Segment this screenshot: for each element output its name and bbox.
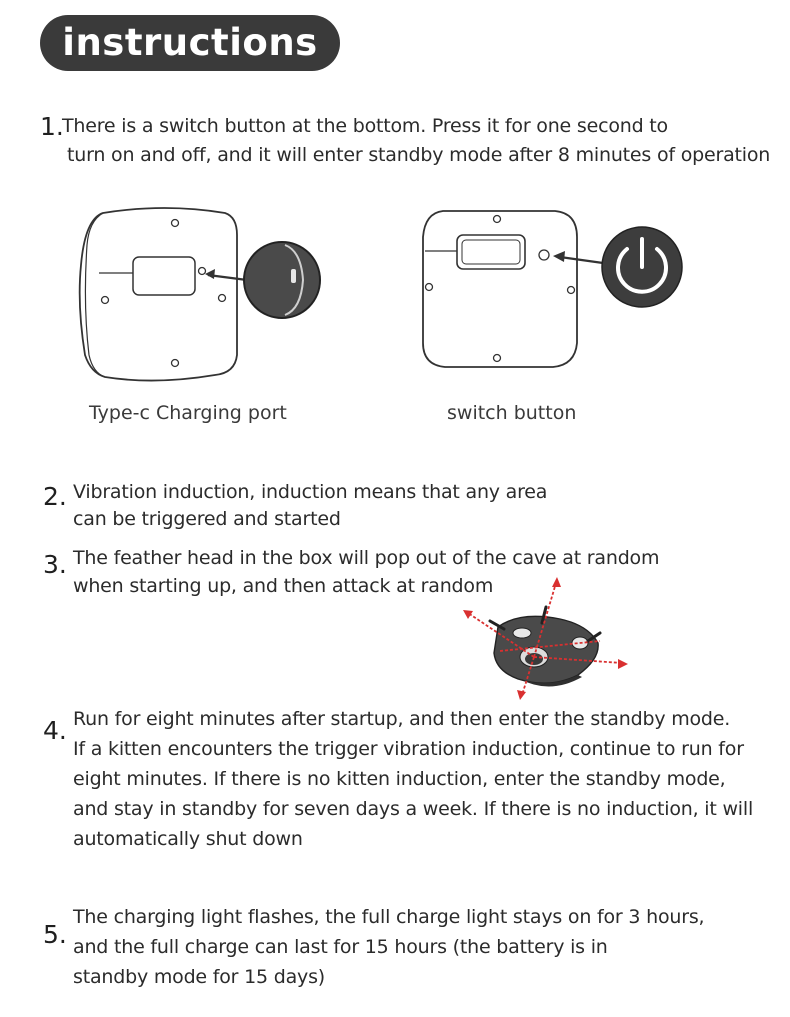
step-3-line-1: The feather head in the box will pop out of the cave at random [73, 547, 660, 569]
step-5-line-1: The charging light flashes, the full charge light stays on for 3 hours, [73, 906, 705, 928]
charging-port-caption: Type-c Charging port [89, 402, 287, 424]
switch-button-illustration [415, 205, 695, 375]
step-2-number: 2. [43, 482, 67, 511]
step-2-line-1: Vibration induction, induction means that any area [73, 481, 548, 503]
page-title: instructions [40, 15, 340, 71]
switch-button-caption: switch button [447, 402, 577, 424]
step-3-number: 3. [43, 550, 67, 579]
step-4-line-3: eight minutes. If there is no kitten induction, enter the standby mode, [73, 768, 726, 790]
step-4-line-2: If a kitten encounters the trigger vibration induction, continue to run for [73, 738, 744, 760]
feather-toy-illustration [460, 575, 630, 700]
step-5-number: 5. [43, 920, 67, 949]
step-4-line-1: Run for eight minutes after startup, and then enter the standby mode. [73, 708, 731, 730]
step-4-line-5: automatically shut down [73, 828, 303, 850]
step-1-number: 1. [40, 112, 64, 141]
step-5-line-3: standby mode for 15 days) [73, 966, 326, 988]
step-1-line-1: There is a switch button at the bottom. Press it for one second to [62, 115, 668, 137]
step-1-line-2: turn on and off, and it will enter standby mode after 8 minutes of operation [67, 144, 771, 166]
step-4-number: 4. [43, 716, 67, 745]
charging-port-illustration [75, 205, 335, 395]
step-3-line-2: when starting up, and then attack at random [73, 575, 494, 597]
step-4-line-4: and stay in standby for seven days a week. If there is no induction, it will [73, 798, 754, 820]
step-5-line-2: and the full charge can last for 15 hours (the battery is in [73, 936, 608, 958]
step-2-line-2: can be triggered and started [73, 508, 341, 530]
